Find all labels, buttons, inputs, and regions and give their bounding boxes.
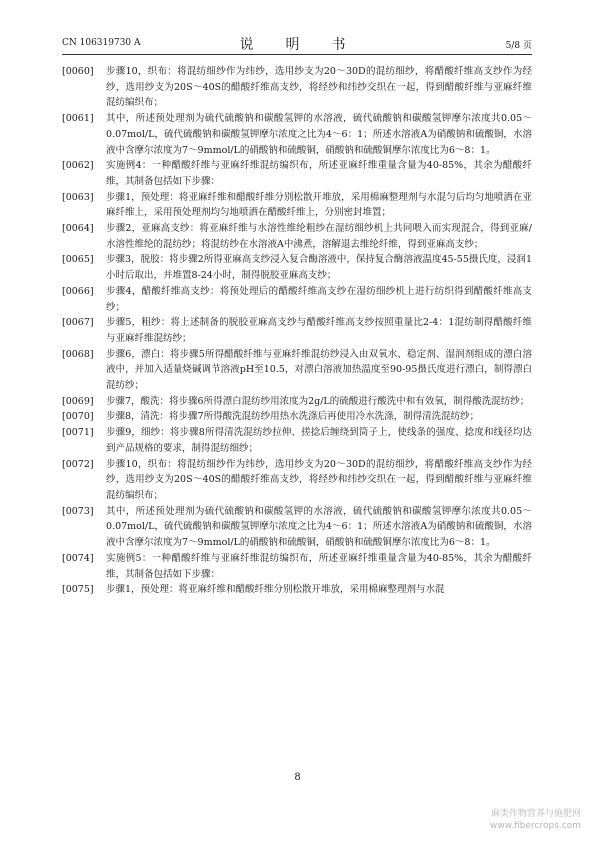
document-title: 说 明 书 (239, 37, 355, 53)
paragraph (62, 64, 532, 111)
paragraph-number: [0060] (62, 66, 94, 77)
paragraph-text: 其中，所述预处理剂为硫代硫酸钠和碳酸氢钾的水溶液，硫代硫酸钠和碳酸氢钾摩尔浓度共0.05～0.07mol/L，硫代硫酸钠和碳酸氢钾摩尔浓度之比为4～6：1；所述水溶液A为硝酸钠和硫酸铜，水溶液中含摩尔浓度为7～9mmol/L的硝酸钠和硫酸铜，硝酸钠和硫酸铜摩尔浓度比为6～8：1。 (106, 113, 532, 156)
paragraph-text: 步骤6，漂白：将步骤5所得醋酸纤维与亚麻纤维混纺纱浸入由双氧水、稳定剂、湿润剂组成的漂白溶液中，并加入适量烧碱调节溶液pH至10.5，对漂白溶液加热温度至90-95摄氏度进行漂白，制得漂白混纺纱； (106, 348, 532, 392)
paragraph-number: [0073] (62, 505, 94, 517)
paragraph-number: [0063] (62, 191, 94, 203)
page-indicator: 5/8 页 (505, 41, 532, 51)
paragraph-text: 步骤10，织布：将混纺细纱作为纬纱，选用纱支为20～30D的混纺细纱，将醋酸纤维高支纱作为经纱，选用纱支为20S～40S的醋酸纤维高支纱，将经纱和纬纱交织在一起，得到醋酸纤维与亚麻纤维混纺编织布； (106, 458, 532, 501)
paragraph (62, 158, 532, 189)
paragraph-number: [0071] (62, 427, 94, 439)
paragraph-number: [0068] (62, 348, 94, 360)
paragraph (62, 347, 532, 394)
paragraph (62, 409, 532, 425)
paragraph-text: 其中，所述预处理剂为硫代硫酸钠和碳酸氢钾的水溶液，硫代硫酸钠和碳酸氢钾摩尔浓度共0.05～0.07mol/L，硫代硫酸钠和碳酸氢钾摩尔浓度之比为4～6：1；所述水溶液A为硝酸钠和硫酸铜，水溶液中含摩尔浓度为7～9mmol/L的硝酸钠和硫酸铜，硝酸钠和硫酸铜摩尔浓度比为6～8：1。 (106, 505, 532, 549)
paragraph-text: 步骤2，亚麻高支纱：将亚麻纤维与水溶性维纶粗纱在湿纺细纱机上共同喂入而实现混合，得到亚麻/水溶性维纶的混纺纱；将混纺纱在水溶液A中沸煮，溶解退去维纶纤维，得到亚麻高支纱； (106, 223, 532, 250)
paragraph (62, 425, 532, 456)
paragraph (62, 111, 532, 158)
paragraph-number: [0070] (62, 411, 94, 423)
paragraph (62, 284, 532, 315)
paragraph-text: 实施例4：一种醋酸纤维与亚麻纤维混纺编织布，所述亚麻纤维重量含量为40-85%，其余为醋酸纤维，其制备包括如下步骤： (106, 160, 532, 187)
paragraph-text: 步骤1，预处理：将亚麻纤维和醋酸纤维分别松散开堆放，采用棉麻整理剂与水混匀后均匀地喷洒在亚麻纤维上，采用预处理剂均匀地喷洒在醋酸纤维上，分别密封堆置； (106, 191, 532, 219)
paragraph-text: 步骤5，粗纱：将上述制备的脱胶亚麻高支纱与醋酸纤维高支纱按照重量比2-4：1混纺制得醋酸纤维与亚麻纤维混纺纱； (106, 317, 532, 344)
paragraph-text: 步骤4，醋酸纤维高支纱：将预处理后的醋酸纤维高支纱在湿纺细纱机上进行纺织得到醋酸纤维高支纱； (106, 285, 532, 313)
paragraph-text: 步骤1，预处理：将亚麻纤维和醋酸纤维分别松散开堆放，采用棉麻整理剂与水混 (106, 584, 445, 596)
paragraph-text: 步骤7，酸洗：将步骤6所得漂白混纺纱用浓度为2g/L的硫酸进行酸洗中和有效氧，制得酸洗混纺纱； (106, 395, 530, 407)
paragraph-number: [0061] (62, 113, 94, 125)
paragraph (62, 551, 532, 582)
paragraph-text: 步骤8，清洗：将步骤7所得酸洗混纺纱用热水洗涤后再使用冷水洗涤，制得清洗混纺纱； (106, 411, 480, 423)
paragraph-number: [0062] (62, 160, 94, 172)
paragraph-text: 步骤9，细纱：将步骤8所得清洗混纺纱拉伸、搓捻后缠绕到筒子上，使线条的强度、捻度和线径均达到产品规格的要求，制得混纺细纱； (106, 427, 532, 454)
document-body (62, 64, 532, 598)
paragraph (62, 394, 532, 410)
paragraph-number: [0072] (62, 458, 94, 470)
paragraph-number: [0067] (62, 317, 94, 329)
page-header (62, 32, 532, 55)
watermark-line-2: www.fibercrops.com (490, 821, 581, 831)
publication-number: CN 106319730 A (62, 38, 141, 48)
paragraph-text: 步骤10，织布：将混纺细纱作为纬纱，选用纱支为20～30D的混纺细纱，将醋酸纤维高支纱作为经纱，选用纱支为20S～40S的醋酸纤维高支纱，将经纱和纬纱交织在一起，得到醋酸纤维与亚麻纤维混纺编织布； (106, 66, 532, 109)
paragraph-number: [0065] (62, 254, 94, 266)
paragraph-number: [0074] (62, 552, 94, 564)
paragraph (62, 190, 532, 221)
paragraph (62, 582, 532, 598)
paragraph-text: 步骤3，脱胶：将步骤2所得亚麻高支纱浸入复合酶溶液中，保持复合酶溶液温度45-55摄氏度，浸润1小时后取出，并堆置8-24小时，制得脱胶亚麻高支纱； (106, 254, 532, 282)
paragraph-text: 实施例5：一种醋酸纤维与亚麻纤维混纺编织布，所述亚麻纤维重量含量为40-85%，其余为醋酸纤维，其制备包括如下步骤： (106, 552, 532, 580)
watermark (431, 808, 581, 832)
paragraph-number: [0075] (62, 584, 94, 596)
paragraph-number: [0064] (62, 223, 94, 235)
paragraph (62, 221, 532, 252)
paragraph-number: [0066] (62, 285, 94, 297)
paragraph (62, 252, 532, 283)
watermark-line-1: 麻类作物营养与施肥网 (490, 809, 581, 819)
paragraph-number: [0069] (62, 395, 94, 407)
paragraph (62, 315, 532, 346)
paragraph (62, 457, 532, 504)
page-number: 8 (294, 772, 301, 783)
paragraph (62, 504, 532, 551)
